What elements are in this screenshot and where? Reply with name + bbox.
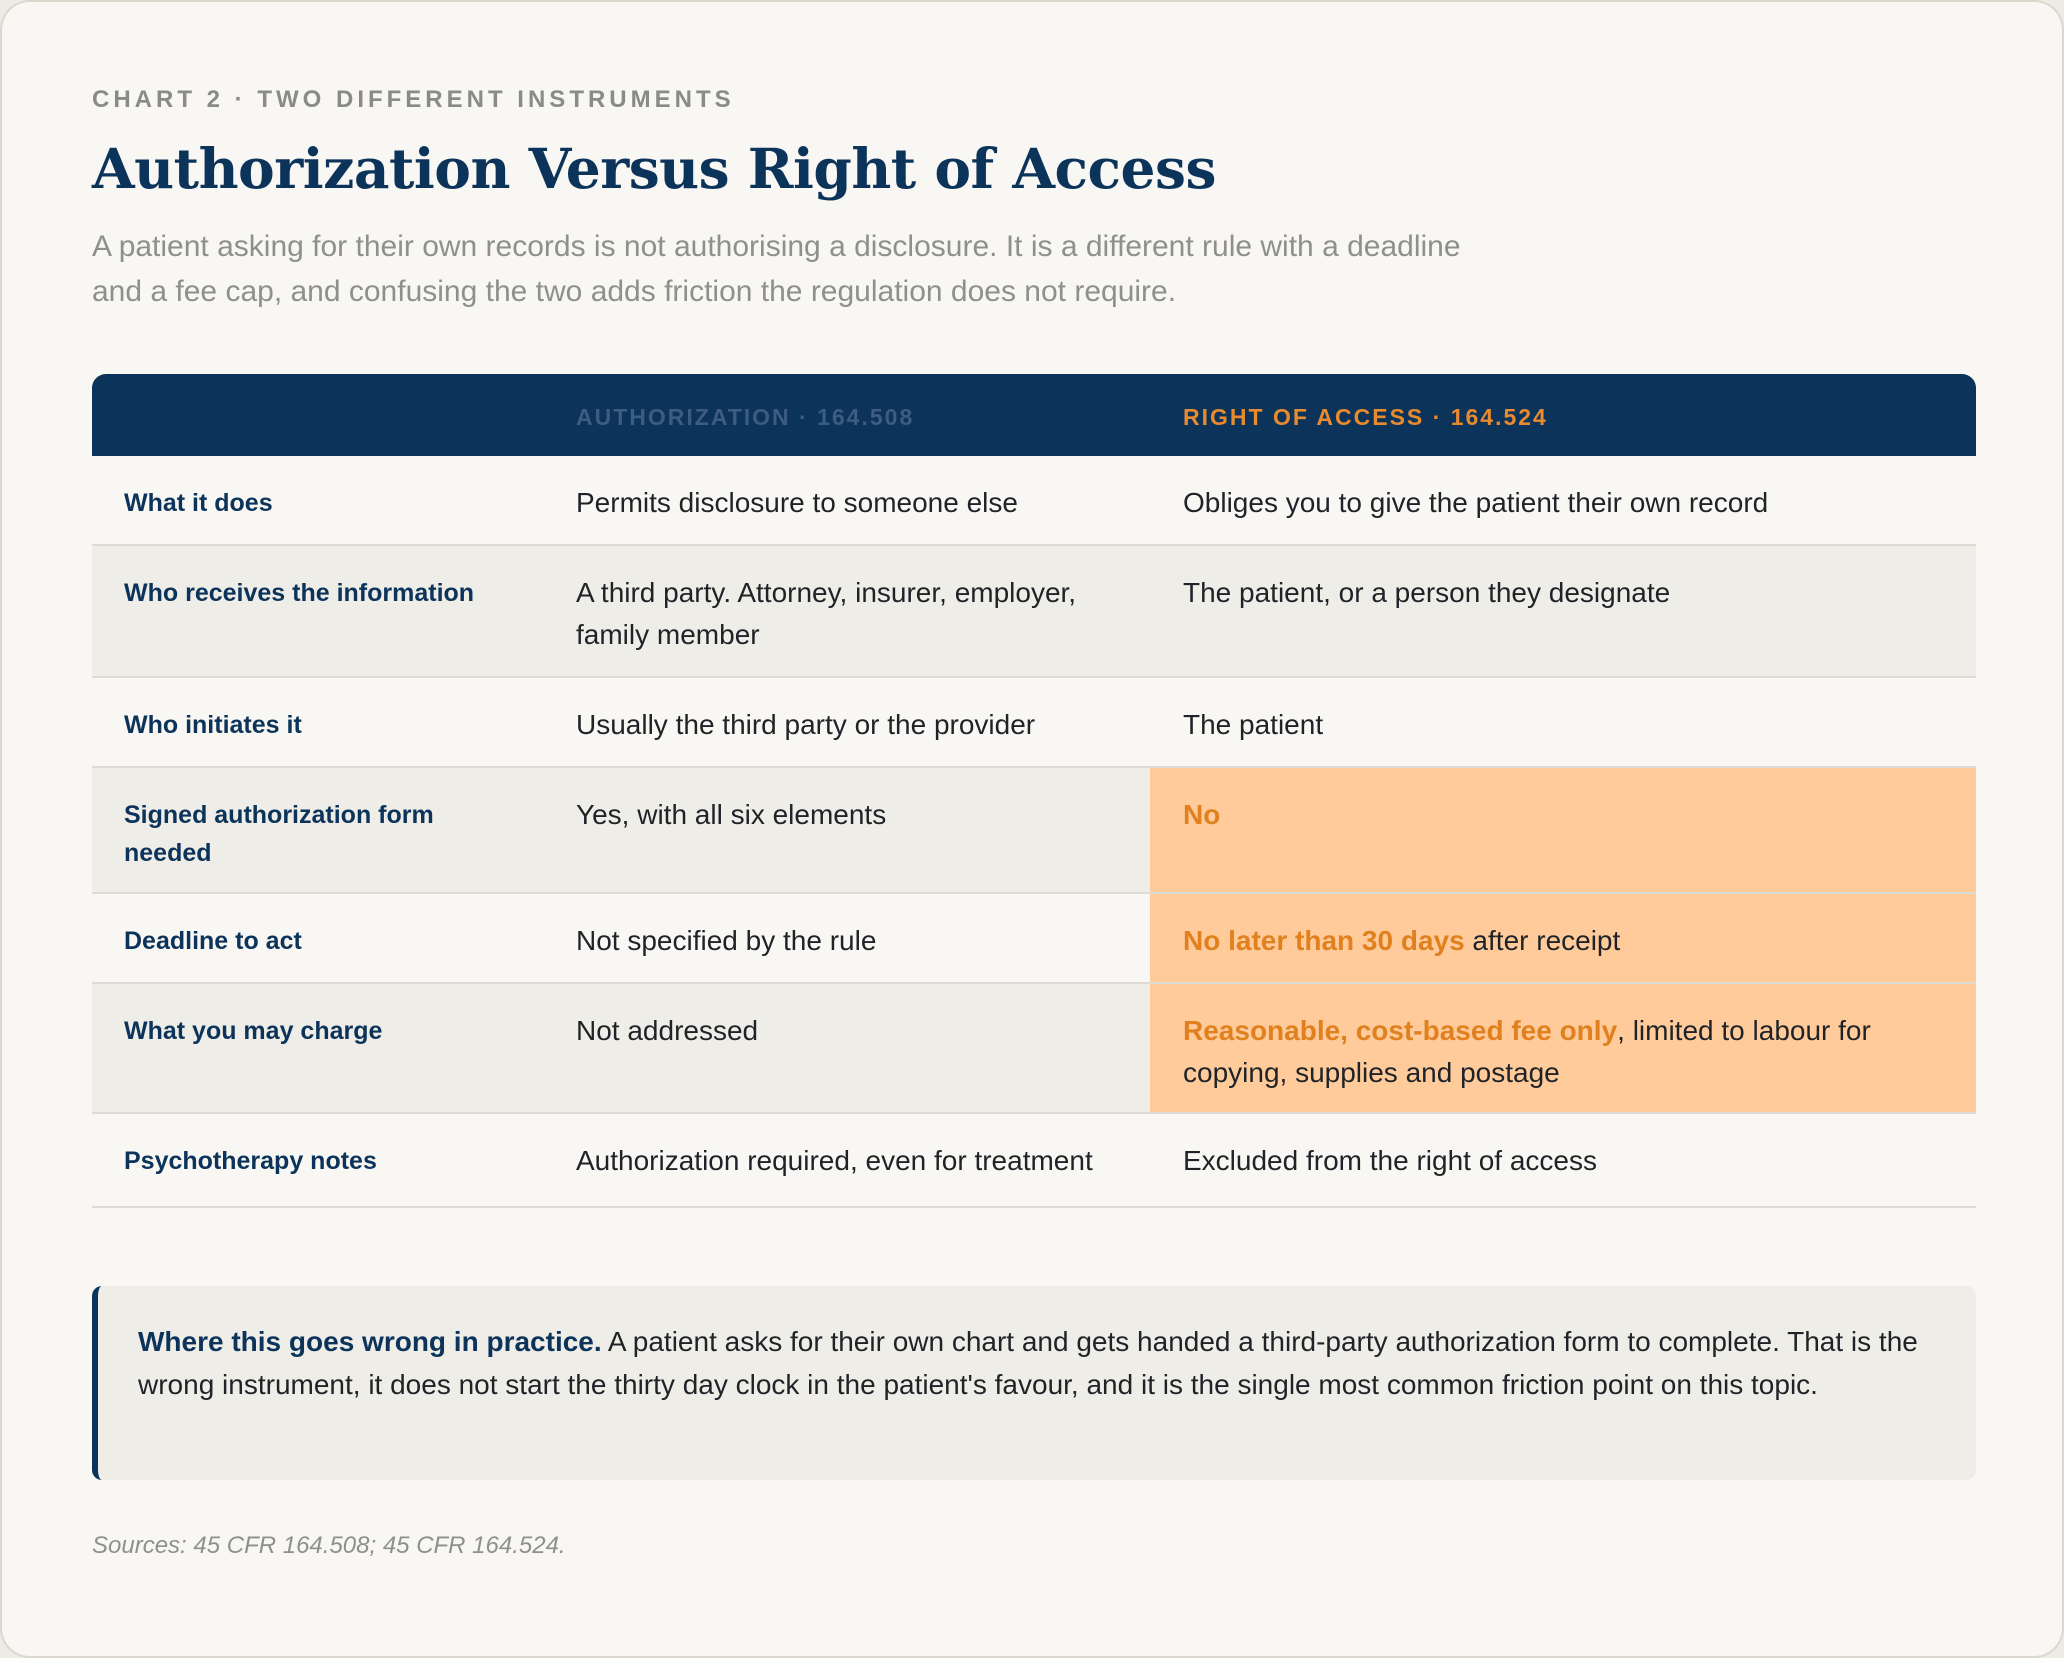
row-label: Who initiates it bbox=[124, 711, 302, 739]
right-of-access-value bbox=[1183, 920, 1896, 962]
callout-lead: Where this goes wrong in practice. bbox=[138, 1326, 602, 1357]
authorization-value: Usually the third party or the provider bbox=[576, 709, 1036, 740]
practice-callout bbox=[92, 1286, 1976, 1480]
table-row bbox=[92, 894, 1976, 984]
callout-body: A patient asks for their own chart and gets handed a third-party authorization form to complete. That is the wrong instrument, it does not start the thirty day clock in the patient's favour, and it is the single most common friction point on this topic. bbox=[138, 1326, 1918, 1400]
right-of-access-cell bbox=[1150, 894, 1976, 982]
row-label-cell bbox=[92, 768, 576, 892]
row-label: What you may charge bbox=[124, 1017, 383, 1045]
comparison-table bbox=[92, 374, 1976, 1208]
row-label: What it does bbox=[124, 489, 273, 517]
right-of-access-value bbox=[1183, 572, 1896, 614]
row-label-cell bbox=[92, 1114, 576, 1206]
right-of-access-value bbox=[1183, 704, 1896, 746]
table-row bbox=[92, 546, 1976, 678]
column-header-right-of-access: RIGHT OF ACCESS · 164.524 bbox=[1183, 404, 1548, 430]
authorization-cell bbox=[576, 984, 1183, 1112]
right-of-access-text: The patient bbox=[1183, 709, 1324, 740]
row-label-cell bbox=[92, 678, 576, 766]
authorization-value: Yes, with all six elements bbox=[576, 799, 887, 830]
row-label-cell bbox=[92, 984, 576, 1112]
right-of-access-text: , limited to labour for copying, supplies and postage bbox=[1183, 1015, 1871, 1088]
right-of-access-text: after receipt bbox=[1464, 925, 1621, 956]
chart-subtitle: A patient asking for their own records is not authorising a disclosure. It is a different rule with a deadline and a fee cap, and confusing the two adds friction the regulation does not require. bbox=[92, 230, 1461, 308]
column-header-authorization: AUTHORIZATION · 164.508 bbox=[576, 404, 915, 430]
authorization-cell bbox=[576, 546, 1183, 676]
authorization-value: Not addressed bbox=[576, 1015, 759, 1046]
right-of-access-text: Excluded from the right of access bbox=[1183, 1145, 1597, 1176]
right-of-access-value bbox=[1183, 1010, 1896, 1094]
authorization-value: A third party. Attorney, insurer, employer, family member bbox=[576, 577, 1077, 650]
right-of-access-cell bbox=[1183, 1114, 1976, 1206]
row-label-cell bbox=[92, 894, 576, 982]
authorization-cell bbox=[576, 678, 1183, 766]
authorization-value: Authorization required, even for treatment bbox=[576, 1145, 1093, 1176]
right-of-access-cell bbox=[1150, 984, 1976, 1112]
row-label: Who receives the information bbox=[124, 579, 475, 607]
right-of-access-text: Obliges you to give the patient their own record bbox=[1183, 487, 1769, 518]
table-row bbox=[92, 1114, 1976, 1208]
table-row bbox=[92, 456, 1976, 546]
authorization-value: Not specified by the rule bbox=[576, 925, 877, 956]
right-of-access-value bbox=[1183, 482, 1896, 524]
chart-eyebrow: CHART 2 · TWO DIFFERENT INSTRUMENTS bbox=[92, 86, 735, 113]
chart-title: Authorization Versus Right of Access bbox=[92, 136, 1216, 201]
row-label: Signed authorization form needed bbox=[124, 801, 434, 867]
authorization-cell bbox=[576, 894, 1183, 982]
table-header bbox=[92, 374, 1976, 456]
right-of-access-emphasis: Reasonable, cost-based fee only bbox=[1183, 1015, 1618, 1046]
right-of-access-cell bbox=[1183, 678, 1976, 766]
right-of-access-cell bbox=[1150, 768, 1976, 892]
right-of-access-text: The patient, or a person they designate bbox=[1183, 577, 1671, 608]
row-label-cell bbox=[92, 456, 576, 544]
authorization-cell bbox=[576, 1114, 1183, 1206]
right-of-access-cell bbox=[1183, 456, 1976, 544]
authorization-cell bbox=[576, 768, 1183, 892]
right-of-access-cell bbox=[1183, 546, 1976, 676]
sources-note: Sources: 45 CFR 164.508; 45 CFR 164.524. bbox=[92, 1532, 566, 1559]
table-body bbox=[92, 456, 1976, 1208]
table-row bbox=[92, 984, 1976, 1114]
authorization-cell bbox=[576, 456, 1183, 544]
callout-text bbox=[138, 1320, 1936, 1406]
table-row bbox=[92, 678, 1976, 768]
row-label-cell bbox=[92, 546, 576, 676]
right-of-access-emphasis: No bbox=[1183, 799, 1221, 830]
right-of-access-value bbox=[1183, 794, 1896, 836]
row-label: Psychotherapy notes bbox=[124, 1147, 377, 1175]
right-of-access-value bbox=[1183, 1140, 1896, 1182]
right-of-access-emphasis: No later than 30 days bbox=[1183, 925, 1465, 956]
authorization-value: Permits disclosure to someone else bbox=[576, 487, 1018, 518]
table-row bbox=[92, 768, 1976, 894]
row-label: Deadline to act bbox=[124, 927, 302, 955]
